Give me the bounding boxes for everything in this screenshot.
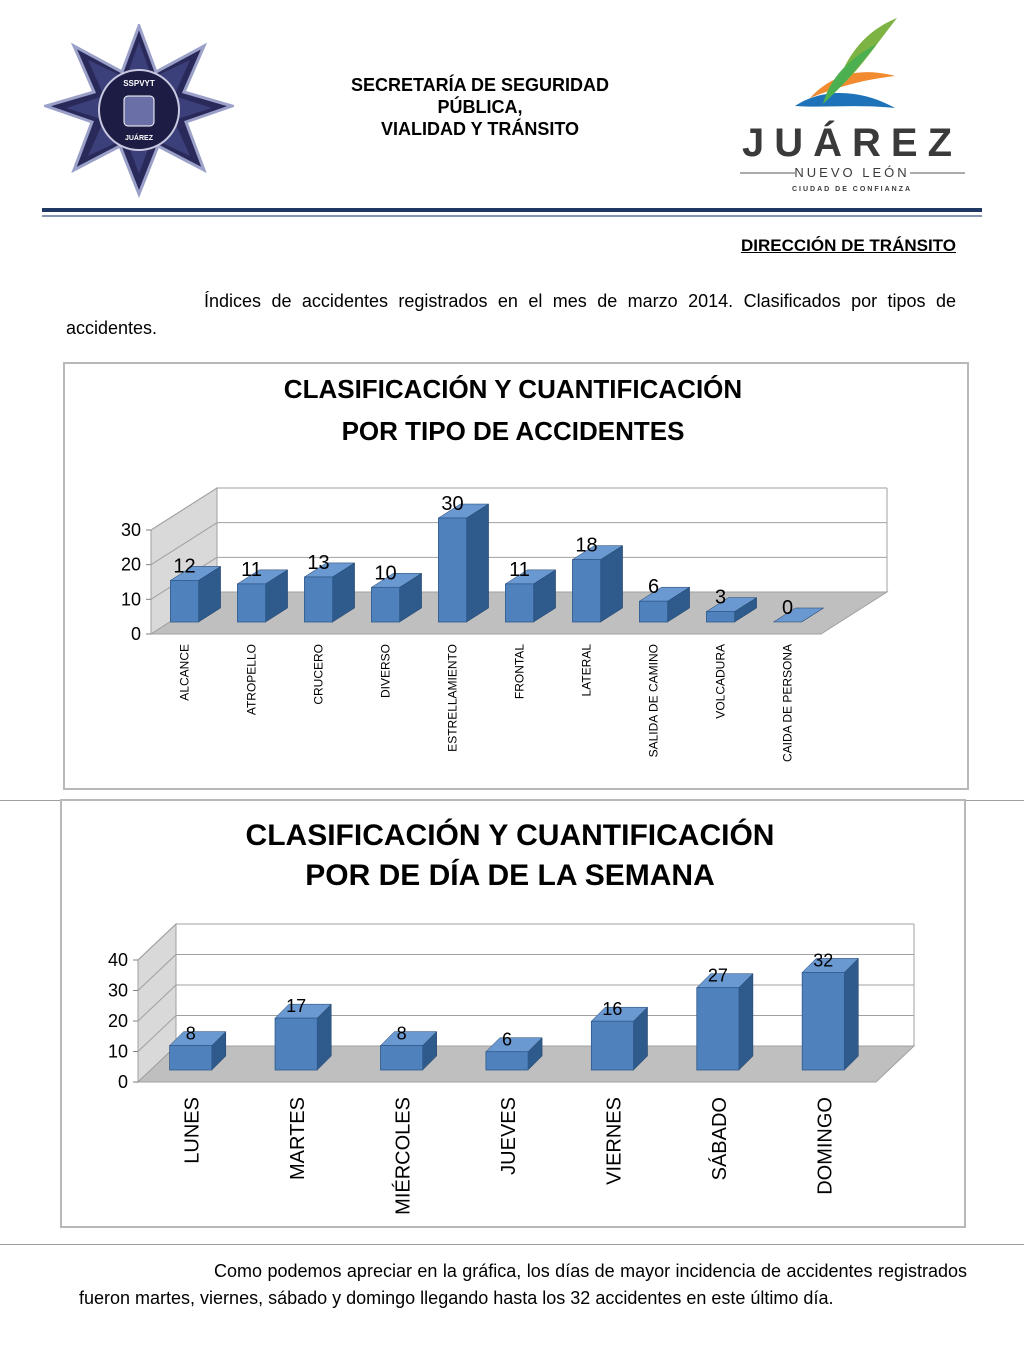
weekday-chart-svg: [62, 801, 964, 1226]
data-label: 8: [396, 1023, 407, 1044]
header-rule-light: [42, 215, 982, 217]
svg-text:JUÁREZ: JUÁREZ: [741, 121, 963, 165]
bar-side: [467, 504, 489, 622]
data-label: 3: [714, 586, 727, 609]
bar: [237, 584, 265, 622]
category-label: ATROPELLO: [244, 644, 259, 716]
svg-text:JUÁREZ: JUÁREZ: [124, 135, 154, 142]
y-tick-label: 10: [107, 1041, 128, 1062]
y-tick-label: 40: [107, 950, 128, 970]
svg-text:SSPVYT: SSPVYT: [123, 79, 155, 88]
data-label: 6: [647, 576, 660, 599]
y-tick-label: 20: [120, 554, 141, 575]
bar: [170, 580, 198, 622]
y-tick-label: 30: [107, 980, 128, 1001]
section-title: DIRECCIÓN DE TRÁNSITO: [740, 236, 956, 255]
y-tick-label: 0: [130, 624, 141, 644]
data-label: 10: [374, 562, 397, 585]
category-label: DIVERSO: [378, 644, 393, 699]
header-title-line2: PÚBLICA,: [437, 97, 523, 117]
y-tick-label: 10: [120, 589, 141, 610]
conclusion-paragraph: Como podemos apreciar en la gráfica, los días de mayor incidencia de accidentes registrados fueron martes, viernes, sábado y domingo llegando hasta los 32 accidentes en este último día.: [79, 1261, 967, 1308]
category-label: ALCANCE: [177, 644, 192, 701]
data-label: 27: [707, 965, 728, 986]
y-tick-label: 30: [120, 520, 141, 540]
bar: [380, 1046, 422, 1070]
bar: [802, 972, 844, 1070]
data-label: 6: [501, 1029, 513, 1050]
bar: [505, 584, 533, 622]
bar: [572, 560, 600, 622]
category-label: MIÉRCOLES: [392, 1097, 415, 1215]
bar: [438, 518, 466, 622]
bar: [486, 1052, 528, 1070]
svg-text:NUEVO LEÓN: NUEVO LEÓN: [794, 165, 910, 180]
bar-side: [844, 958, 858, 1070]
juarez-leaf-icon: [735, 16, 970, 196]
data-label: 16: [602, 999, 623, 1020]
juarez-brand-logo: [735, 16, 970, 196]
category-label: VOLCADURA: [713, 644, 728, 719]
data-label: 11: [509, 558, 530, 581]
category-label: ESTRELLAMIENTO: [445, 644, 460, 752]
header-title: [300, 74, 660, 140]
bar: [371, 587, 399, 622]
data-label: 32: [813, 950, 834, 971]
bar: [697, 988, 739, 1070]
chart-title-line2: POR TIPO DE ACCIDENTES: [341, 416, 685, 446]
bar: [639, 601, 667, 622]
weekday-chart: [60, 799, 966, 1228]
svg-text:CIUDAD DE CONFIANZA: CIUDAD DE CONFIANZA: [791, 186, 913, 193]
header-title-line1: SECRETARÍA DE SEGURIDAD: [350, 75, 610, 95]
header-rule-dark: [42, 208, 982, 212]
category-label: CAIDA DE PERSONA: [780, 644, 795, 763]
police-badge-logo: [44, 24, 234, 199]
category-label: MARTES: [287, 1097, 310, 1180]
badge-star-icon: [44, 24, 234, 199]
y-tick-label: 0: [117, 1072, 128, 1092]
data-label: 12: [173, 555, 196, 578]
header-title-line3: VIALIDAD Y TRÁNSITO: [380, 119, 580, 139]
y-tick-label: 20: [107, 1011, 128, 1031]
data-label: 13: [307, 551, 330, 574]
category-label: DOMINGO: [814, 1097, 837, 1195]
intro-paragraph: Índices de accidentes registrados en el mes de marzo 2014. Clasificados por tipos de accidentes.: [66, 291, 956, 338]
bar-side: [739, 974, 753, 1070]
data-label: 0: [781, 597, 794, 619]
category-label: CRUCERO: [311, 644, 326, 705]
category-label: VIERNES: [603, 1097, 626, 1185]
chart-title-line2: POR DE DÍA DE LA SEMANA: [305, 859, 715, 892]
bar: [304, 577, 332, 622]
bar: [275, 1018, 317, 1070]
data-label: 8: [185, 1023, 196, 1044]
footer-separator: [0, 1244, 1024, 1245]
accident-type-chart: [63, 362, 969, 790]
chart-title-line1: CLASIFICACIÓN Y CUANTIFICACIÓN: [245, 819, 775, 852]
data-label: 17: [286, 996, 307, 1017]
accident-type-chart-svg: [65, 364, 967, 788]
category-label: LUNES: [181, 1097, 204, 1164]
bar: [706, 612, 734, 622]
category-label: JUEVES: [498, 1097, 520, 1175]
category-label: SÁBADO: [708, 1097, 731, 1181]
bar: [591, 1021, 633, 1070]
category-label: FRONTAL: [512, 644, 527, 700]
data-label: 11: [241, 558, 262, 581]
bar: [170, 1046, 212, 1070]
chart-title-line1: CLASIFICACIÓN Y CUANTIFICACIÓN: [283, 374, 743, 404]
category-label: LATERAL: [579, 644, 594, 697]
data-label: 30: [441, 493, 464, 515]
data-label: 18: [575, 534, 598, 557]
category-label: SALIDA DE CAMINO: [646, 644, 661, 758]
